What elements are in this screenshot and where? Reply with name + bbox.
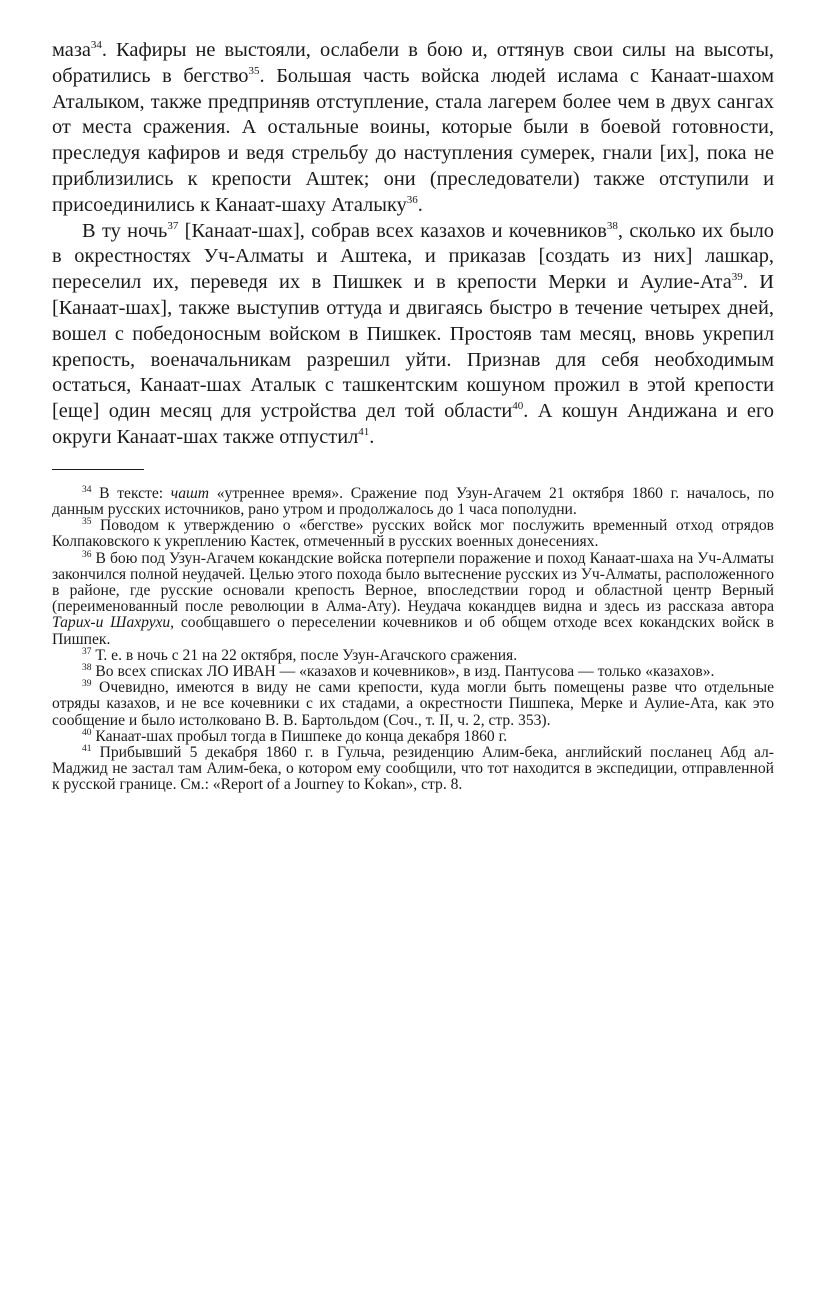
footnote-38 [52, 664, 774, 680]
text-run: Канаат-шах пробыл тогда в Пишпеке до конца декабря 1860 г. [91, 727, 508, 745]
text-run: «утреннее время». Сражение под Узун-Агачем 21 октября 1860 г. началось, по данным русских источников, рано утром и продолжалось до 1 часа пополудни. [52, 484, 774, 518]
footnote-number: 37 [82, 646, 92, 657]
text-run: Очевидно, имеются в виду не сами крепости, куда могли быть помещены разве что отдельные отряды казахов, и не все кочевники с их стадами, а окрестности Пишпека, Мерке и Аулие-Ата, как это сообщение и было истолковано В. В. Бартольдом (Соч., т. II, ч. 2, стр. 353). [52, 679, 774, 729]
text-run: , сколько их было в окрестностях Уч-Алматы и Аштека, и приказав [создать из них] лашкар, переселил их, переведя их в Пишкек и в крепости Мерки и Аулие-Ата [52, 219, 774, 294]
text-run: В тексте: [91, 484, 171, 502]
paragraph-1 [52, 38, 774, 219]
text-run: Поводом к утверждению о «бегстве» русских войск мог послужить временный отход отрядов Колпаковского к укреплению Кастек, отмеченный в русских военных донесениях. [52, 517, 774, 551]
italic-text: чашт [170, 484, 210, 502]
text-run: сообщавшего о переселении кочевников и об общем отходе всех кокандских войск в Пишпек. [52, 614, 774, 648]
text-run: В ту ночь [82, 219, 168, 242]
main-text [52, 38, 774, 451]
footnote-ref-39: 39 [731, 271, 743, 284]
footnote-ref-38: 38 [606, 219, 618, 232]
footnote-37 [52, 648, 774, 664]
text-run: В бою под Узун-Агачем кокандские войска потерпели поражение и поход Канаат-шаха на Уч-Алматы закончился полной неудачей. Целью этого похода было вытеснение русских из Уч-Алматы, расположенного в районе, где русские основали крепость Верное, впоследствии город и областной центр Верный (переименованный после революции в Алма-Ату). Неудача кокандцев видна и здесь из рассказа автора [52, 549, 774, 616]
text-run: [Канаат-шах], собрав всех казахов и кочевников [178, 219, 607, 242]
footnote-36 [52, 551, 774, 648]
footnote-ref-40: 40 [512, 400, 524, 413]
text-run: . А кошун Андижана и его округи Канаат-шах также отпустил [52, 400, 774, 448]
footnote-39 [52, 680, 774, 729]
text-run: маза [52, 39, 91, 61]
footnote-separator [52, 469, 144, 470]
footnote-41 [52, 745, 774, 794]
footnote-number: 38 [82, 662, 92, 673]
footnote-number: 40 [82, 727, 92, 738]
italic-text: Тарих-и Шахрухи, [52, 614, 175, 632]
footnote-34 [52, 486, 774, 518]
paragraph-2 [52, 219, 774, 451]
footnote-40 [52, 729, 774, 745]
text-run: . Большая часть войска людей ислама с Канаат-шахом Аталыком, также предприняв отступление, стала лагерем более чем в двух сангах от места сражения. А остальные воины, которые были в боевой готовности, преследуя кафиров и ведя стрельбу до наступления сумерек, гнали [их], пока не приблизились к крепости Аштек; они (преследователи) также отступили и присоединились к Канаат-шаху Аталыку [52, 64, 774, 216]
footnotes [52, 486, 774, 794]
text-run: . Кафиры не выстояли, ослабели в бою и, оттянув свои силы на высоты, обратились в бегство [52, 39, 774, 87]
footnote-35 [52, 518, 774, 550]
footnote-ref-34: 34 [90, 39, 102, 51]
text-run: Прибывший 5 декабря 1860 г. в Гульча, резиденцию Алим-бека, английский посланец Абд ал-Маджид не застал там Алим-бека, о котором ему сообщили, что тот находится в экспедиции, отправленной к русской границе. См.: «Report of a Journey to Kokan», стр. 8. [52, 744, 774, 794]
text-run: . [369, 425, 375, 448]
page [52, 38, 774, 794]
footnote-ref-41: 41 [358, 425, 370, 438]
text-run: . И [Канаат-шах], также выступив оттуда и двигаясь быстро в течение четырех дней, вошел с победоносным войском в Пишкек. Простояв там месяц, вновь укрепил крепость, военачальникам разрешил уйти. Признав для себя необходимым остаться, Канаат-шах Аталык с ташкентским кошуном прожил в этой крепости [еще] один месяц для устройства дел той области [52, 271, 774, 423]
footnote-number: 34 [82, 484, 92, 495]
footnote-number: 39 [82, 679, 92, 690]
footnote-number: 41 [82, 744, 92, 754]
footnote-ref-37: 37 [167, 219, 179, 232]
text-run: . [417, 193, 423, 216]
footnote-ref-36: 36 [406, 193, 418, 206]
footnote-number: 35 [82, 517, 92, 528]
footnote-ref-35: 35 [248, 64, 260, 77]
text-run: Т. е. в ночь с 21 на 22 октября, после Узун-Агачского сражения. [91, 646, 518, 664]
text-run: Во всех списках ЛО ИВАН — «казахов и кочевников», в изд. Пантусова — только «казахов». [91, 662, 715, 680]
footnote-number: 36 [82, 549, 92, 560]
